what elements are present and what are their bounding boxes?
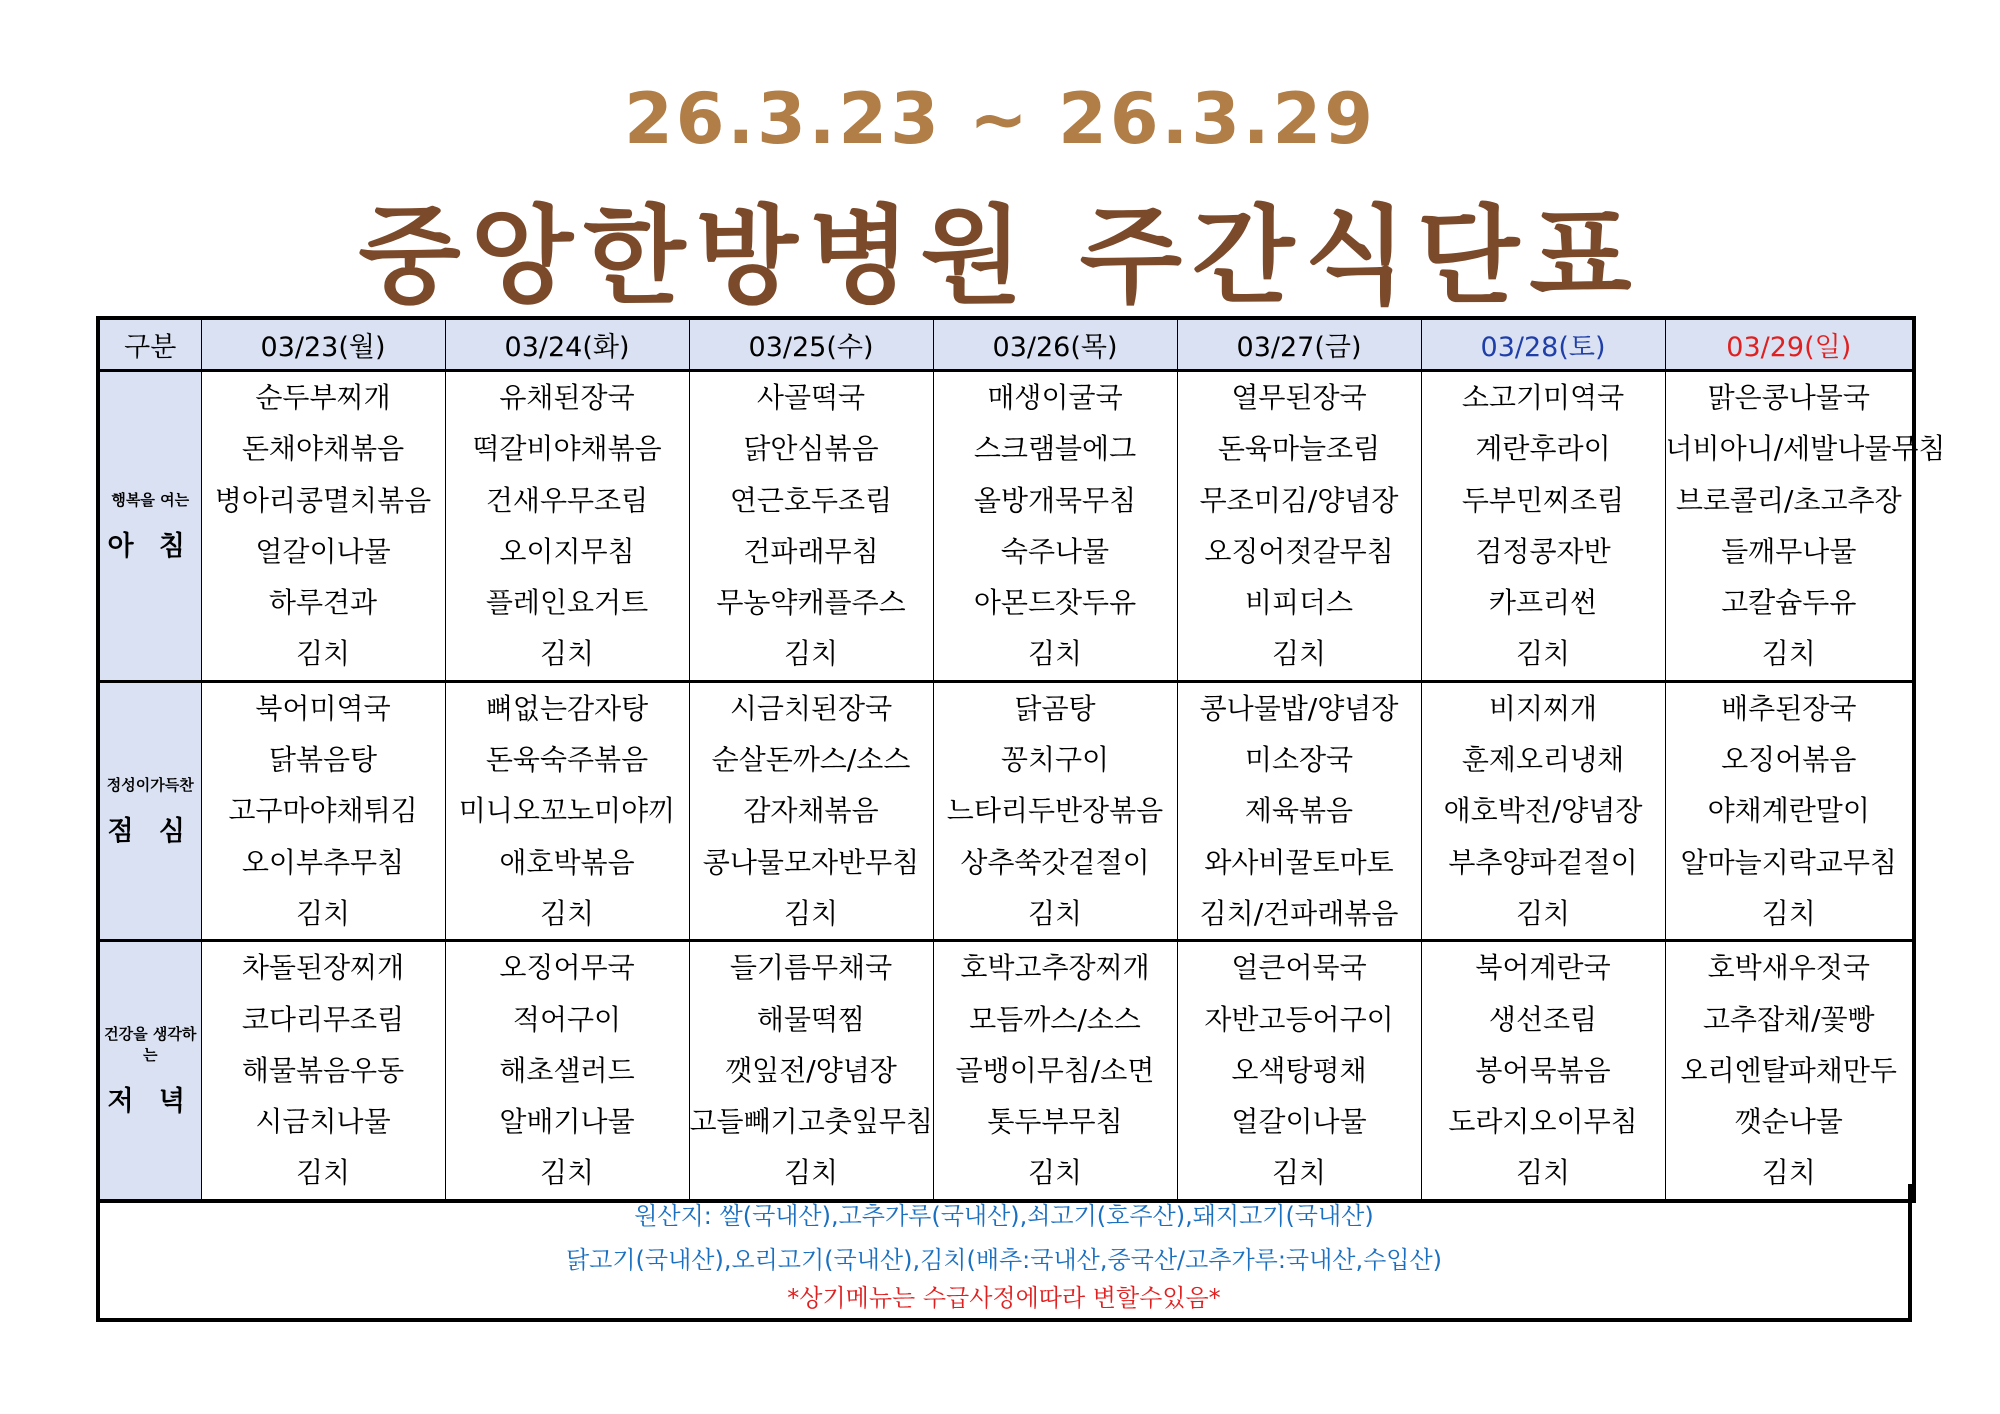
meal-row bbox=[98, 371, 1914, 682]
day-header-tue: 03/24(화) bbox=[445, 318, 689, 371]
dish-item: 두부민찌조림 bbox=[1461, 483, 1625, 517]
dish-item: 떡갈비야채볶음 bbox=[472, 432, 662, 466]
meal-name: 저 녁 bbox=[107, 1086, 194, 1117]
dish-item: 알배기나물 bbox=[499, 1105, 635, 1139]
dish-item: 얼갈이나물 bbox=[255, 534, 391, 568]
menu-cell-tue bbox=[445, 941, 689, 1201]
dish-item: 맑은콩나물국 bbox=[1707, 381, 1870, 414]
dish-item: 콩나물모자반무침 bbox=[702, 845, 920, 879]
dish-item: 김치 bbox=[295, 1156, 351, 1190]
menu-cell-mon bbox=[201, 681, 445, 940]
dish-item: 시금치나물 bbox=[255, 1105, 391, 1139]
dish-item: 김치 bbox=[1761, 637, 1816, 671]
menu-cell-thu bbox=[933, 681, 1177, 940]
origin-info-line-1: 원산지: 쌀(국내산),고추가루(국내산),쇠고기(호주산),돼지고기(국내산) bbox=[634, 1202, 1374, 1230]
dish-item: 얼큰어묵국 bbox=[1231, 951, 1367, 985]
dish-item: 뼈없는감자탕 bbox=[485, 691, 649, 725]
dish-item: 해물볶음우동 bbox=[241, 1053, 405, 1087]
dish-item: 순살돈까스/소스 bbox=[711, 743, 911, 777]
dish-item: 적어구이 bbox=[512, 1002, 622, 1036]
meal-rows bbox=[98, 371, 1946, 1201]
dish-item: 해초샐러드 bbox=[499, 1053, 635, 1087]
dish-item: 애호박볶음 bbox=[499, 845, 635, 879]
dish-item: 해물떡찜 bbox=[756, 1002, 866, 1036]
dish-item: 고추잡채/꽃빵 bbox=[1702, 1002, 1875, 1036]
dish-item: 오이지무침 bbox=[499, 534, 635, 568]
dish-item: 자반고등어구이 bbox=[1204, 1002, 1394, 1036]
menu-cell-wed bbox=[689, 681, 933, 940]
menu-cell-thu bbox=[933, 941, 1177, 1201]
menu-cell-fri bbox=[1177, 371, 1421, 682]
dish-item: 북어계란국 bbox=[1475, 951, 1611, 985]
dish-item: 상추쑥갓겉절이 bbox=[960, 845, 1150, 879]
meal-name: 점 심 bbox=[107, 816, 194, 848]
dish-item: 김치 bbox=[783, 1156, 839, 1190]
dish-item: 너비아니/세발나물무침 bbox=[1665, 432, 1946, 466]
footer-box bbox=[96, 1184, 1912, 1322]
dish-item: 고칼슘두유 bbox=[1721, 586, 1857, 620]
dish-item: 김치 bbox=[295, 637, 351, 671]
origin-info-line-2: 닭고기(국내산),오리고기(국내산),김치(배추:국내산,중국산/고추가루:국내산,수입산) bbox=[565, 1246, 1443, 1274]
dish-item: 오징어볶음 bbox=[1721, 743, 1857, 777]
meal-label-cell bbox=[98, 371, 201, 682]
dish-item: 감자채볶음 bbox=[743, 794, 879, 828]
dish-item: 김치 bbox=[539, 896, 595, 930]
dish-item: 하루견과 bbox=[268, 586, 378, 620]
dish-item: 오징어무국 bbox=[499, 951, 635, 985]
page-title: 중앙한방병원 주간식단표 bbox=[358, 195, 1642, 318]
dish-item: 닭곰탕 bbox=[1014, 691, 1096, 725]
menu-cell-sat bbox=[1421, 941, 1665, 1201]
dish-item: 소고기미역국 bbox=[1461, 381, 1625, 414]
date-range: 26.3.23 ~ 26.3.29 bbox=[624, 78, 1376, 160]
dish-item: 김치 bbox=[783, 896, 839, 930]
dish-item: 김치 bbox=[539, 637, 595, 671]
dish-item: 알마늘지락교무침 bbox=[1680, 845, 1897, 879]
dish-item: 깻순나물 bbox=[1734, 1105, 1843, 1139]
dish-item: 김치 bbox=[1271, 637, 1327, 671]
dish-item: 깻잎전/양념장 bbox=[725, 1053, 897, 1087]
dish-item: 사골떡국 bbox=[756, 381, 866, 414]
day-header-sun: 03/29(일) bbox=[1665, 318, 1914, 371]
menu-cell-tue bbox=[445, 681, 689, 940]
dish-item: 스크램블에그 bbox=[973, 432, 1137, 466]
menu-cell-thu bbox=[933, 371, 1177, 682]
menu-change-notice: *상기메뉴는 수급사정에따라 변할수있음* bbox=[787, 1284, 1221, 1312]
dish-item: 미소장국 bbox=[1244, 743, 1354, 777]
menu-cell-sat bbox=[1421, 681, 1665, 940]
dish-item: 부추양파겉절이 bbox=[1448, 845, 1638, 879]
dish-item: 검정콩자반 bbox=[1475, 534, 1611, 568]
menu-cell-sun bbox=[1665, 681, 1914, 940]
dish-item: 무농약캐플주스 bbox=[716, 586, 906, 620]
dish-item: 호박고추장찌개 bbox=[960, 951, 1150, 985]
dish-item: 김치 bbox=[1027, 896, 1083, 930]
dish-item: 도라지오이무침 bbox=[1448, 1105, 1638, 1139]
dish-item: 북어미역국 bbox=[255, 691, 391, 725]
meal-name: 아 침 bbox=[107, 530, 194, 562]
dish-item: 계란후라이 bbox=[1475, 432, 1611, 466]
dish-item: 돈육숙주볶음 bbox=[485, 743, 649, 777]
dish-item: 돈채야채볶음 bbox=[241, 432, 405, 466]
dish-item: 오징어젓갈무침 bbox=[1204, 534, 1394, 568]
dish-item: 야채계란말이 bbox=[1707, 794, 1870, 828]
header-row bbox=[98, 318, 1914, 371]
menu-cell-fri bbox=[1177, 681, 1421, 940]
dish-item: 올방개묵무침 bbox=[973, 483, 1137, 517]
dish-item: 골뱅이무침/소면 bbox=[955, 1053, 1155, 1087]
dish-item: 김치 bbox=[1761, 896, 1816, 930]
dish-item: 비지찌개 bbox=[1488, 691, 1598, 725]
meal-label-cell bbox=[98, 681, 201, 940]
dish-item: 호박새우젓국 bbox=[1707, 951, 1870, 985]
dish-item: 김치 bbox=[539, 1156, 595, 1190]
dish-item: 브로콜리/초고추장 bbox=[1675, 483, 1902, 517]
dish-item: 열무된장국 bbox=[1231, 381, 1367, 414]
dish-item: 오이부추무침 bbox=[241, 845, 405, 879]
dish-item: 김치/건파래볶음 bbox=[1199, 896, 1399, 930]
dish-item: 생선조림 bbox=[1488, 1002, 1598, 1036]
dish-item: 봉어묵볶음 bbox=[1475, 1053, 1611, 1087]
dish-item: 김치 bbox=[1027, 1156, 1083, 1190]
menu-cell-wed bbox=[689, 941, 933, 1201]
day-header-wed: 03/25(수) bbox=[689, 318, 933, 371]
day-header-thu: 03/26(목) bbox=[933, 318, 1177, 371]
menu-cell-fri bbox=[1177, 941, 1421, 1201]
dish-item: 김치 bbox=[1027, 637, 1083, 671]
meal-row bbox=[98, 941, 1914, 1201]
category-header: 구분 bbox=[98, 318, 201, 371]
dish-item: 애호박전/양념장 bbox=[1443, 794, 1643, 828]
dish-item: 순두부찌개 bbox=[255, 381, 391, 414]
dish-item: 김치 bbox=[1515, 896, 1571, 930]
dish-item: 병아리콩멸치볶음 bbox=[214, 483, 432, 517]
dish-item: 제육볶음 bbox=[1244, 794, 1354, 828]
day-header-sat: 03/28(토) bbox=[1421, 318, 1665, 371]
menu-cell-tue bbox=[445, 371, 689, 682]
weekly-menu-table bbox=[96, 316, 1946, 1203]
meal-row bbox=[98, 681, 1914, 940]
dish-item: 김치 bbox=[783, 637, 839, 671]
day-header-fri: 03/27(금) bbox=[1177, 318, 1421, 371]
dish-item: 와사비꿀토마토 bbox=[1204, 845, 1394, 879]
dish-item: 얼갈이나물 bbox=[1231, 1105, 1367, 1139]
dish-item: 모듬까스/소스 bbox=[969, 1002, 1141, 1036]
dish-item: 김치 bbox=[295, 896, 351, 930]
dish-item: 연근호두조림 bbox=[729, 483, 893, 517]
dish-item: 매생이굴국 bbox=[987, 381, 1123, 414]
dish-item: 아몬드잣두유 bbox=[973, 586, 1137, 620]
menu-cell-sun bbox=[1665, 371, 1946, 682]
meal-label-cell bbox=[98, 941, 201, 1201]
dish-item: 배추된장국 bbox=[1721, 691, 1857, 725]
meal-subtitle: 행복을 여는 bbox=[111, 490, 190, 509]
dish-item: 콩나물밥/양념장 bbox=[1199, 691, 1399, 725]
dish-item: 비피더스 bbox=[1244, 586, 1354, 620]
dish-item: 돈육마늘조림 bbox=[1217, 432, 1381, 466]
dish-item: 김치 bbox=[1271, 1156, 1327, 1190]
dish-item: 김치 bbox=[1761, 1156, 1816, 1190]
dish-item: 훈제오리냉채 bbox=[1461, 743, 1625, 777]
dish-item: 김치 bbox=[1515, 1156, 1571, 1190]
dish-item: 카프리썬 bbox=[1488, 586, 1598, 620]
dish-item: 고들빼기고춧잎무침 bbox=[689, 1105, 933, 1139]
dish-item: 건새우무조림 bbox=[485, 483, 649, 517]
dish-item: 김치 bbox=[1515, 637, 1571, 671]
dish-item: 들기름무채국 bbox=[729, 951, 893, 985]
dish-item: 플레인요거트 bbox=[485, 586, 649, 620]
dish-item: 톳두부무침 bbox=[987, 1105, 1123, 1139]
dish-item: 고구마야채튀김 bbox=[228, 794, 418, 828]
menu-cell-wed bbox=[689, 371, 933, 682]
dish-item: 무조미김/양념장 bbox=[1199, 483, 1399, 517]
dish-item: 차돌된장찌개 bbox=[241, 951, 405, 985]
dish-item: 들깨무나물 bbox=[1721, 534, 1857, 568]
dish-item: 꽁치구이 bbox=[1000, 743, 1110, 777]
dish-item: 미니오꼬노미야끼 bbox=[458, 794, 676, 828]
dish-item: 닭안심볶음 bbox=[743, 432, 879, 466]
dish-item: 오리엔탈파채만두 bbox=[1680, 1053, 1897, 1087]
meal-subtitle: 정성이가득찬 bbox=[106, 776, 194, 795]
menu-cell-sun bbox=[1665, 941, 1914, 1201]
dish-item: 시금치된장국 bbox=[729, 691, 893, 725]
menu-cell-mon bbox=[201, 371, 445, 682]
dish-item: 코다리무조림 bbox=[241, 1002, 405, 1036]
meal-subtitle: 건강을 생각하는 bbox=[104, 1025, 197, 1064]
dish-item: 건파래무침 bbox=[743, 534, 879, 568]
day-header-mon: 03/23(월) bbox=[201, 318, 445, 371]
menu-cell-sat bbox=[1421, 371, 1665, 682]
dish-item: 숙주나물 bbox=[1000, 534, 1110, 568]
dish-item: 유채된장국 bbox=[499, 381, 635, 414]
dish-item: 닭볶음탕 bbox=[268, 743, 378, 777]
dish-item: 느타리두반장볶음 bbox=[946, 794, 1164, 828]
dish-item: 오색탕평채 bbox=[1231, 1053, 1367, 1087]
menu-cell-mon bbox=[201, 941, 445, 1201]
